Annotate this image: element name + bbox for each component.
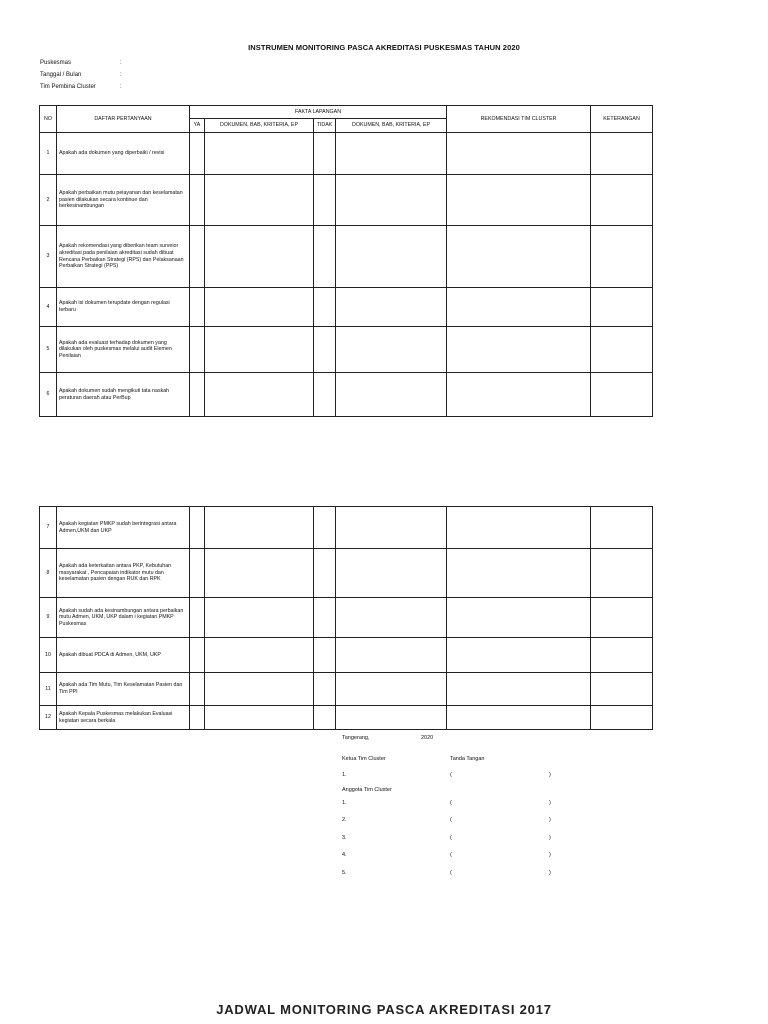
cell-dokumen-ya	[205, 226, 314, 288]
meta-tim-pembina	[40, 84, 122, 90]
meta-label: Tim Pembina Cluster	[40, 84, 96, 90]
cell-rekomendasi	[447, 226, 591, 288]
cell-ya	[190, 288, 205, 327]
monitoring-table-1	[39, 105, 653, 417]
row-number: 7	[40, 507, 57, 549]
cell-ya	[190, 549, 205, 598]
cell-keterangan	[591, 288, 653, 327]
cell-dokumen-ya	[205, 598, 314, 638]
row-question: Apakah perbaikan mutu pelayanan dan keselamatan pasien dilakukan secara kontinue dan berkesinambungan	[57, 175, 190, 226]
cell-dokumen-ya	[205, 638, 314, 673]
paren-open: (	[450, 800, 452, 806]
cell-dokumen-ya	[205, 175, 314, 226]
cell-dokumen-tidak	[336, 598, 447, 638]
cell-keterangan	[591, 133, 653, 175]
cell-ya	[190, 327, 205, 373]
jadwal-heading: JADWAL MONITORING PASCA AKREDITASI 2017	[216, 1002, 552, 1017]
cell-dokumen-ya	[205, 507, 314, 549]
header-rekomendasi: REKOMENDASI TIM CLUSTER	[447, 106, 591, 133]
table-row	[40, 507, 653, 549]
cell-ya	[190, 226, 205, 288]
cell-rekomendasi	[447, 706, 591, 730]
table-row	[40, 327, 653, 373]
cell-dokumen-tidak	[336, 638, 447, 673]
cell-ya	[190, 133, 205, 175]
row-number: 5	[40, 327, 57, 373]
cell-ya	[190, 373, 205, 417]
tanda-tangan-label: Tanda Tangan	[450, 756, 485, 762]
cell-keterangan	[591, 549, 653, 598]
ketua-label: Ketua Tim Cluster	[342, 756, 386, 762]
row-question: Apakah dibuat PDCA di Admen, UKM, UKP	[57, 638, 190, 673]
member-number: 4.	[342, 852, 347, 858]
cell-dokumen-ya	[205, 288, 314, 327]
cell-keterangan	[591, 598, 653, 638]
row-number: 2	[40, 175, 57, 226]
header-keterangan: KETERANGAN	[591, 106, 653, 133]
member-number: 3.	[342, 835, 347, 841]
cell-dokumen-tidak	[336, 288, 447, 327]
cell-tidak	[314, 598, 336, 638]
cell-tidak	[314, 373, 336, 417]
table-row	[40, 133, 653, 175]
cell-dokumen-ya	[205, 706, 314, 730]
signature-place: Tangerang,	[342, 735, 370, 741]
cell-dokumen-ya	[205, 549, 314, 598]
table-row	[40, 706, 653, 730]
cell-keterangan	[591, 638, 653, 673]
row-question: Apakah sudah ada kesinambungan antara perbaikan mutu Admen, UKM, UKP dalam i kegiatan PMKP Puskesmas	[57, 598, 190, 638]
cell-dokumen-tidak	[336, 133, 447, 175]
cell-ya	[190, 673, 205, 706]
cell-tidak	[314, 507, 336, 549]
header-tidak: TIDAK	[314, 119, 336, 133]
paren-close: )	[549, 772, 551, 778]
meta-colon: :	[120, 84, 122, 90]
cell-dokumen-ya	[205, 373, 314, 417]
cell-keterangan	[591, 373, 653, 417]
cell-dokumen-tidak	[336, 175, 447, 226]
cell-tidak	[314, 673, 336, 706]
meta-colon: :	[120, 72, 122, 78]
member-number: 1.	[342, 800, 347, 806]
cell-tidak	[314, 288, 336, 327]
cell-ya	[190, 598, 205, 638]
row-question: Apakah ada keterkaitan antara PKP, Kebutuhan masyarakat , Pencapaian indikator mutu dan keselamatan pasien dengan RUK dan RPK	[57, 549, 190, 598]
header-fakta-lapangan: FAKTA LAPANGAN	[190, 106, 447, 119]
cell-rekomendasi	[447, 507, 591, 549]
member-number: 2.	[342, 817, 347, 823]
cell-ya	[190, 175, 205, 226]
paren-close: )	[549, 817, 551, 823]
cell-keterangan	[591, 327, 653, 373]
cell-tidak	[314, 549, 336, 598]
table-row	[40, 638, 653, 673]
table-row	[40, 226, 653, 288]
cell-dokumen-tidak	[336, 327, 447, 373]
cell-rekomendasi	[447, 175, 591, 226]
cell-rekomendasi	[447, 133, 591, 175]
row-question: Apakah Kepala Puskesmas melakukan Evaluasi kegiatan secara berkala	[57, 706, 190, 730]
row-question: Apakah rekomendasi yang diberikan team surveior akreditasi pada penilaian akreditasi sudah dibuat Rencana Perbaikan Strategi (RPS) dan Pelaksanaan Perbaikan Strategi (PPS)	[57, 226, 190, 288]
row-number: 8	[40, 549, 57, 598]
row-number: 1	[40, 133, 57, 175]
anggota-label: Anggota Tim Cluster	[342, 787, 392, 793]
header-daftar-pertanyaan: DAFTAR PERTANYAAN	[57, 106, 190, 133]
paren-open: (	[450, 835, 452, 841]
cell-rekomendasi	[447, 638, 591, 673]
row-number: 12	[40, 706, 57, 730]
table-row	[40, 373, 653, 417]
cell-dokumen-tidak	[336, 507, 447, 549]
cell-tidak	[314, 226, 336, 288]
cell-tidak	[314, 706, 336, 730]
meta-puskesmas	[40, 60, 122, 66]
cell-tidak	[314, 638, 336, 673]
cell-rekomendasi	[447, 288, 591, 327]
row-question: Apakah ada evaluasi terhadap dokumen yang dilakukan oleh puskesmas melalui audit Elemen Penilaian	[57, 327, 190, 373]
row-question: Apakah dokumen sudah mengikuti tata naskah peraturan daerah atau PerBup	[57, 373, 190, 417]
header-dokumen-tidak: DOKUMEN, BAB, KRITERIA, EP	[336, 119, 447, 133]
paren-open: (	[450, 772, 452, 778]
paren-open: (	[450, 870, 452, 876]
paren-open: (	[450, 852, 452, 858]
row-number: 10	[40, 638, 57, 673]
cell-rekomendasi	[447, 673, 591, 706]
paren-close: )	[549, 870, 551, 876]
monitoring-table-2	[39, 506, 653, 730]
cell-dokumen-tidak	[336, 373, 447, 417]
cell-dokumen-tidak	[336, 706, 447, 730]
row-question: Apakah isi dokumen terupdate dengan regulasi terbaru	[57, 288, 190, 327]
cell-keterangan	[591, 226, 653, 288]
cell-rekomendasi	[447, 373, 591, 417]
cell-dokumen-ya	[205, 673, 314, 706]
cell-tidak	[314, 133, 336, 175]
cell-tidak	[314, 327, 336, 373]
meta-label: Tanggal / Bulan	[40, 72, 82, 78]
cell-dokumen-tidak	[336, 226, 447, 288]
cell-keterangan	[591, 706, 653, 730]
header-ya: YA	[190, 119, 205, 133]
paren-close: )	[549, 800, 551, 806]
signature-year: 2020	[421, 735, 434, 741]
cell-dokumen-tidak	[336, 549, 447, 598]
document-title: INSTRUMEN MONITORING PASCA AKREDITASI PUSKESMAS TAHUN 2020	[248, 43, 520, 52]
paren-open: (	[450, 817, 452, 823]
paren-close: )	[549, 835, 551, 841]
header-no: NO	[40, 106, 57, 133]
meta-colon: :	[120, 60, 122, 66]
cell-tidak	[314, 175, 336, 226]
table-row	[40, 175, 653, 226]
cell-rekomendasi	[447, 327, 591, 373]
cell-dokumen-ya	[205, 327, 314, 373]
row-number: 3	[40, 226, 57, 288]
meta-tanggal	[40, 72, 122, 78]
row-question: Apakah ada Tim Mutu, Tim Keselamatan Pasien dan Tim PPI	[57, 673, 190, 706]
cell-keterangan	[591, 507, 653, 549]
cell-dokumen-ya	[205, 133, 314, 175]
cell-rekomendasi	[447, 598, 591, 638]
paren-close: )	[549, 852, 551, 858]
table-row	[40, 598, 653, 638]
row-number: 6	[40, 373, 57, 417]
row-question: Apakah kegiatan PMKP sudah berintegrasi antara Admen,UKM dan UKP	[57, 507, 190, 549]
row-number: 9	[40, 598, 57, 638]
cell-ya	[190, 638, 205, 673]
row-number: 4	[40, 288, 57, 327]
table-row	[40, 673, 653, 706]
cell-ya	[190, 507, 205, 549]
table-row	[40, 288, 653, 327]
cell-keterangan	[591, 673, 653, 706]
header-dokumen-ya: DOKUMEN, BAB, KRITERIA, EP	[205, 119, 314, 133]
cell-keterangan	[591, 175, 653, 226]
cell-ya	[190, 706, 205, 730]
meta-label: Puskesmas	[40, 60, 72, 66]
member-number: 5.	[342, 870, 347, 876]
cell-rekomendasi	[447, 549, 591, 598]
table-row	[40, 549, 653, 598]
cell-dokumen-tidak	[336, 673, 447, 706]
row-number: 11	[40, 673, 57, 706]
row-question: Apakah ada dokumen yang diperbaiki / revisi	[57, 133, 190, 175]
ketua-number: 1.	[342, 772, 347, 778]
